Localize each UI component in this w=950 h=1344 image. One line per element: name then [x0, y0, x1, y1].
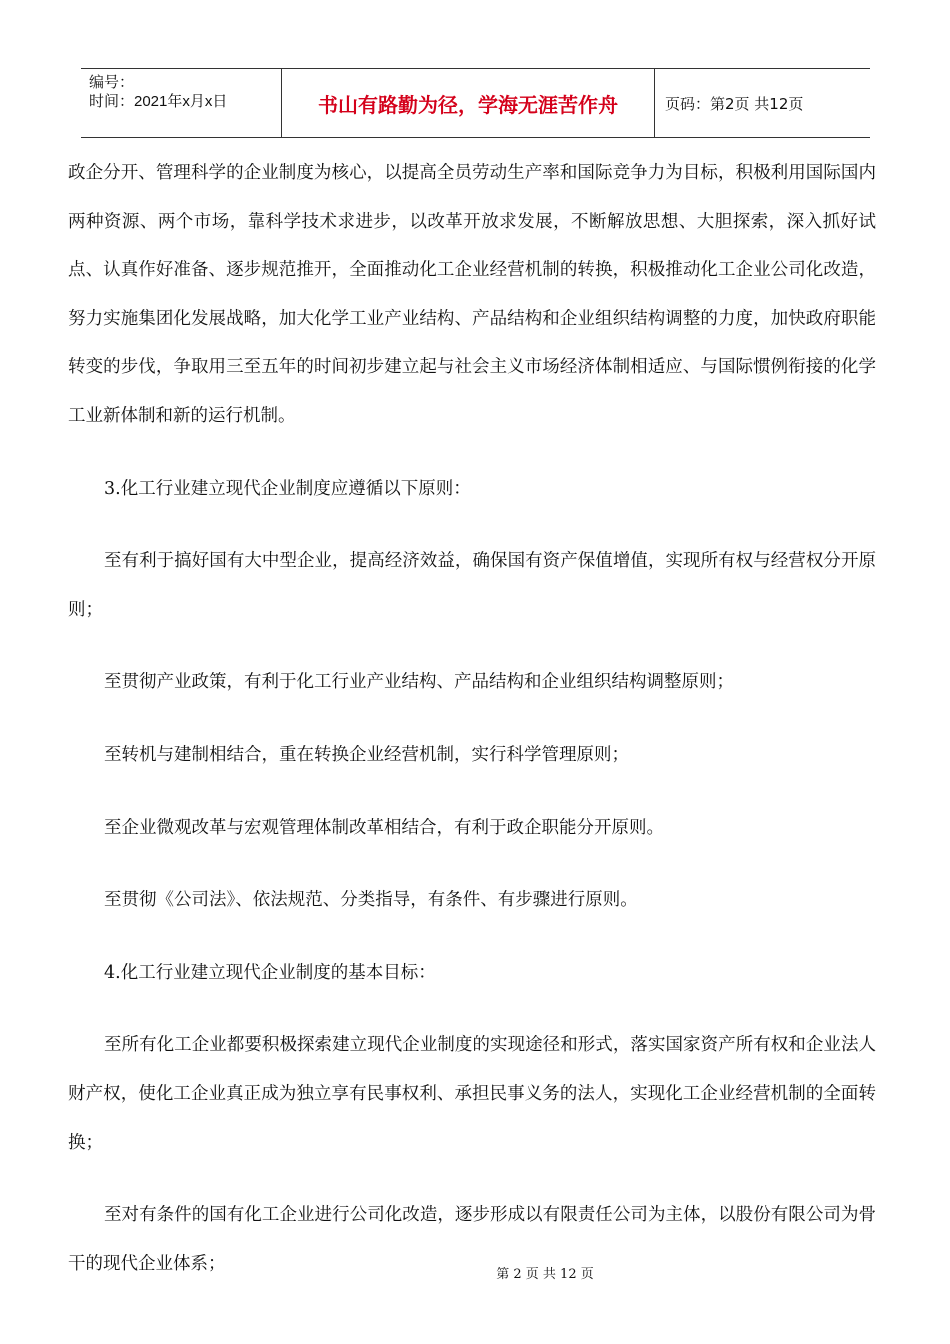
page-footer: 第 2 页 共 12 页: [496, 1267, 594, 1282]
header-page-info: 页码：第2页 共12页: [665, 94, 804, 113]
principle-item: 至贯彻《公司法》、依法规范、分类指导，有条件、有步骤进行原则。: [104, 890, 638, 911]
document-body: [68, 149, 876, 1288]
principle-item: 至贯彻产业政策，有利于化工行业产业结构、产品结构和企业组织结构调整原则；: [104, 672, 734, 693]
page-header: [81, 68, 870, 138]
principle-item: 至有利于搞好国有大中型企业，提高经济效益，确保国有资产保值增值，实现所有权与经营权分开原则；: [68, 551, 876, 620]
paragraph: 政企分开、管理科学的企业制度为核心，以提高全员劳动生产率和国际竞争力为目标，积极利用国际国内两种资源、两个市场，靠科学技术求进步，以改革开放求发展，不断解放思想、大胆探索，深入抓好试点、认真作好准备、逐步规范推开，全面推动化工企业经营机制的转换，积极推动化工企业公司化改造，努力实施集团化发展战略，加大化学工业产业结构、产品结构和企业组织结构调整的力度，加快政府职能转变的步伐，争取用三至五年的时间初步建立起与社会主义市场经济体制相适应、与国际惯例衔接的化学工业新体制和新的运行机制。: [68, 163, 876, 426]
section-heading-4: 4.化工行业建立现代企业制度的基本目标：: [104, 962, 436, 983]
goal-item: 至所有化工企业都要积极探索建立现代企业制度的实现途径和形式，落实国家资产所有权和企业法人财产权，使化工企业真正成为独立享有民事权利、承担民事义务的法人，实现化工企业经营机制的全面转换；: [68, 1035, 876, 1153]
document-date-label: 时间：2021年x月x日: [89, 93, 228, 110]
section-heading-3: 3.化工行业建立现代企业制度应遵循以下原则：: [104, 478, 471, 499]
principle-item: 至转机与建制相结合，重在转换企业经营机制，实行科学管理原则；: [104, 744, 629, 765]
principle-item: 至企业微观改革与宏观管理体制改革相结合，有利于政企职能分开原则。: [104, 817, 664, 838]
header-motto: 书山有路勤为径，学海无涯苦作舟: [281, 69, 655, 137]
goal-item: 至对有条件的国有化工企业进行公司化改造，逐步形成以有限责任公司为主体，以股份有限公司为骨干的现代企业体系；: [68, 1205, 876, 1274]
header-left-cell: [81, 69, 281, 137]
document-number-label: 编号：: [89, 74, 135, 91]
